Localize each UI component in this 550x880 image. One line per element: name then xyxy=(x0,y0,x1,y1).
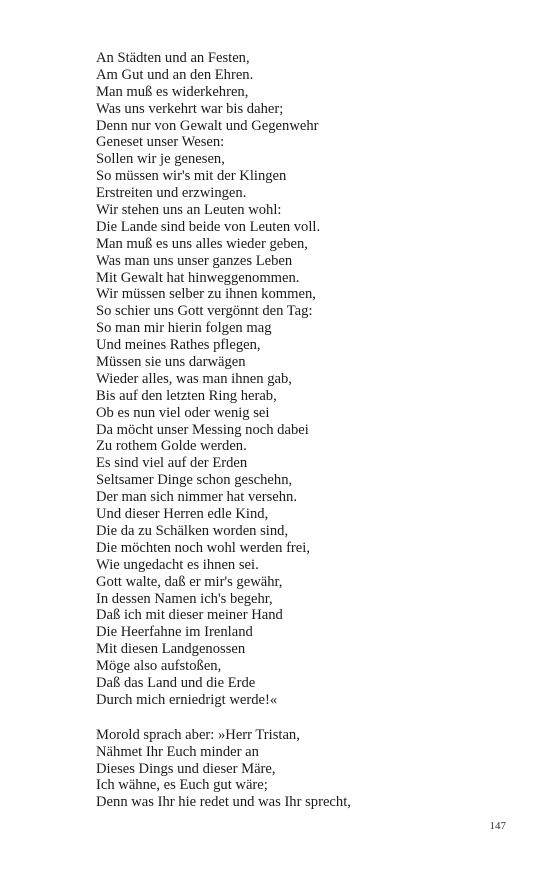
verse-line: Die da zu Schälken worden sind, xyxy=(96,522,289,539)
verse-line: Müssen sie uns darwägen xyxy=(96,354,246,371)
verse-line: Dieses Dings und dieser Märe, xyxy=(96,760,276,777)
verse-line: Und dieser Herren edle Kind, xyxy=(96,506,269,523)
verse-line: Daß ich mit dieser meiner Hand xyxy=(96,607,283,624)
verse-line: Es sind viel auf der Erden xyxy=(96,455,248,472)
verse-line: Da möcht unser Messing noch dabei xyxy=(96,421,309,438)
verse-line: Die Heerfahne im Irenland xyxy=(96,624,253,641)
stanza-gap xyxy=(96,709,516,727)
verse-line: Was man uns unser ganzes Leben xyxy=(96,252,293,269)
verse-line: Am Gut und an den Ehren. xyxy=(96,66,254,83)
verse-line: Möge also aufstoßen, xyxy=(96,658,222,675)
verse-line: Die möchten noch wohl werden frei, xyxy=(96,539,310,556)
verse-line: Nähmet Ihr Euch minder an xyxy=(96,743,259,760)
verse-line: Geneset unser Wesen: xyxy=(96,134,225,151)
verse-line: Durch mich erniedrigt werde!« xyxy=(96,691,278,708)
verse-line: Wie ungedacht es ihnen sei. xyxy=(96,556,259,573)
verse-line: Ich wähne, es Euch gut wäre; xyxy=(96,777,268,794)
verse-line: Gott walte, daß er mir's gewähr, xyxy=(96,573,283,590)
verse-line: Was uns verkehrt war bis daher; xyxy=(96,100,284,117)
verse-line: Wieder alles, was man ihnen gab, xyxy=(96,370,292,387)
page-number: 147 xyxy=(489,820,506,832)
verse-line: Bis auf den letzten Ring herab, xyxy=(96,387,277,404)
verse-line: Denn nur von Gewalt und Gegenwehr xyxy=(96,117,319,134)
verse-line: An Städten und an Festen, xyxy=(96,50,250,66)
verse-line: Wir stehen uns an Leuten wohl: xyxy=(96,202,282,219)
verse-line: Ob es nun viel oder wenig sei xyxy=(96,404,270,421)
verse-line: Erstreiten und erzwingen. xyxy=(96,185,247,202)
verse-line: Daß das Land und die Erde xyxy=(96,674,256,691)
verse-line: Sollen wir je genesen, xyxy=(96,151,225,168)
verse-line: So man mir hierin folgen mag xyxy=(96,320,272,337)
verse-line: Morold sprach aber: »Herr Tristan, xyxy=(96,726,300,743)
poem-text xyxy=(96,50,516,811)
verse-line: Die Lande sind beide von Leuten voll. xyxy=(96,218,321,235)
verse-line: Denn was Ihr hie redet und was Ihr sprecht, xyxy=(96,794,351,811)
verse-line: So schier uns Gott vergönnt den Tag: xyxy=(96,303,313,320)
verse-line: Seltsamer Dinge schon geschehn, xyxy=(96,472,293,489)
verse-line: Mit diesen Landgenossen xyxy=(96,641,246,658)
verse-line: Und meines Rathes pflegen, xyxy=(96,337,261,354)
verse-line: Man muß es uns alles wieder geben, xyxy=(96,235,308,252)
verse-line: In dessen Namen ich's begehr, xyxy=(96,590,273,607)
stanza-2 xyxy=(96,727,516,811)
verse-line: Der man sich nimmer hat versehn. xyxy=(96,489,298,506)
stanza-1 xyxy=(96,50,516,709)
verse-line: Wir müssen selber zu ihnen kommen, xyxy=(96,286,316,303)
verse-line: So müssen wir's mit der Klingen xyxy=(96,168,287,185)
verse-line: Man muß es widerkehren, xyxy=(96,83,249,100)
verse-line: Zu rothem Golde werden. xyxy=(96,438,247,455)
verse-line: Mit Gewalt hat hinweggenommen. xyxy=(96,269,300,286)
